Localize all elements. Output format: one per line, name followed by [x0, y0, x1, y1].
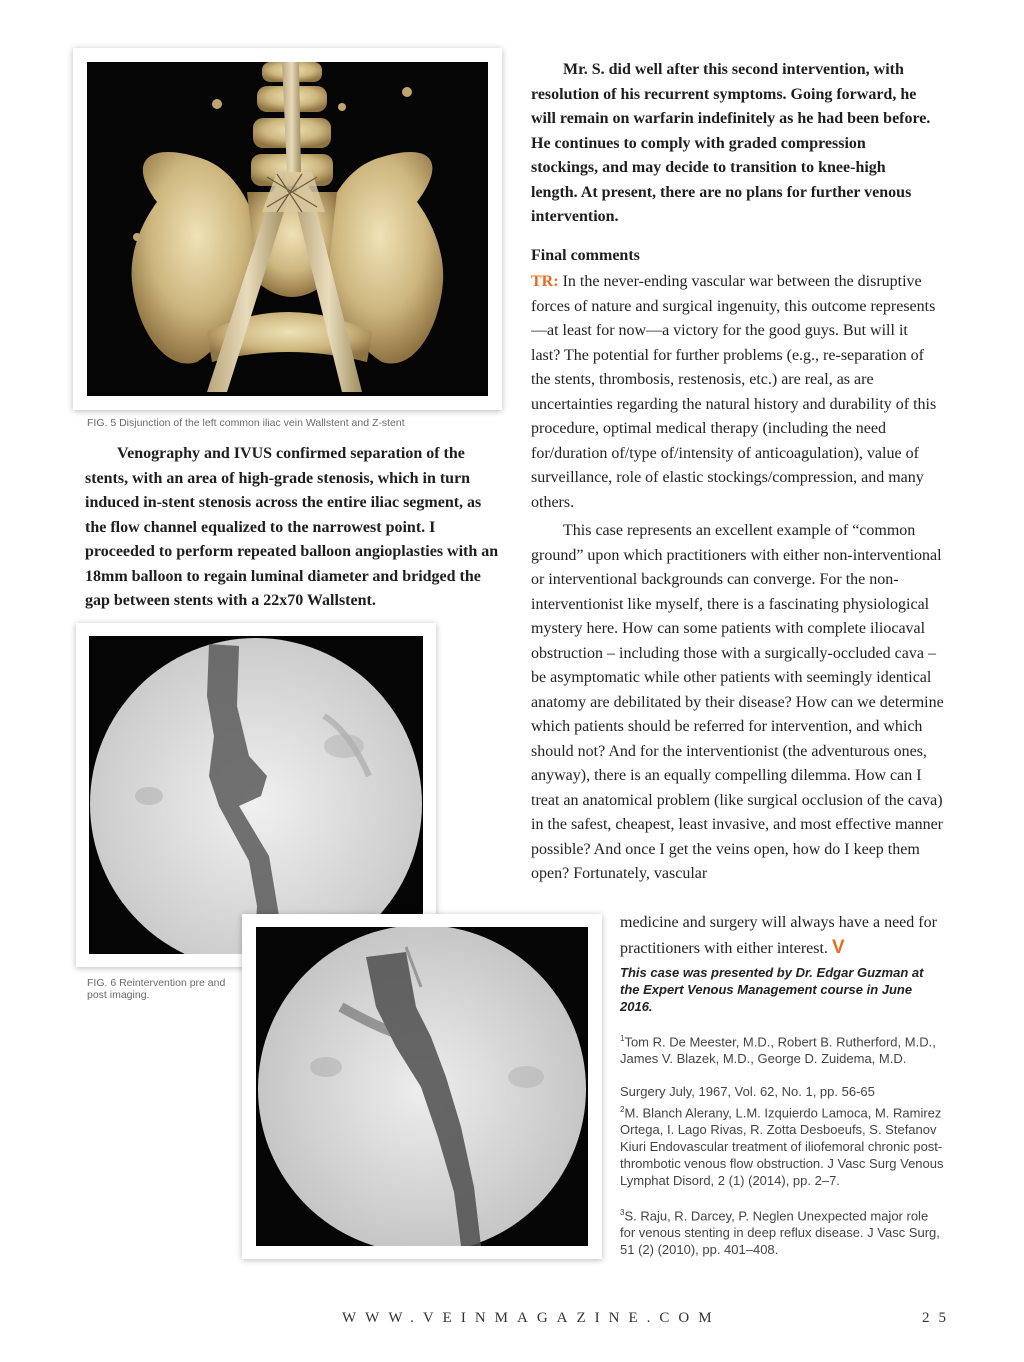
right-intro-paragraph: Mr. S. did well after this second intervention, with resolution of his recurrent symptoms. Going forward, he will remain on warfarin indefinitely as he had been before. He continues to comply with graded compression stockings, and may decide to transition to knee-high length. At present, there are no plans for further venous intervention.: [531, 61, 931, 225]
fig6-post-image: [256, 927, 588, 1246]
final-comments-paragraph: [531, 270, 941, 515]
final-comments-heading: Final comments: [531, 247, 640, 264]
left-paragraph: Venography and IVUS confirmed separation of the stents, with an area of high-grade stenosis, which in turn induced in-stent stenosis across the entire iliac segment, as the flow channel equalized to the narrowest point. I proceeded to perform repeated balloon angioplasties with an 18mm balloon to regain luminal diameter and bridged the gap between stents with a 22x70 Wallstent.: [85, 445, 499, 609]
footer-website: WWW.VEINMAGAZINE.COM: [342, 1310, 721, 1326]
fig6-pre-image: [89, 636, 423, 954]
case-paragraph: This case represents an excellent example of “common ground” upon which practitioners with either non-interventional or interventional backgrounds can converge. For the non-interventionist like myself, there is a fascinating physiological mystery here. How can some patients with complete iliocaval obstruction – including those with a surgically-occluded cava – be asymptomatic while other patients with seemingly identical anatomy are debilitated by their disease? How can we determine which patients should be referred for intervention, and which should not? And for the interventionist (the adventurous ones, anyway), there is an equally compelling dilemma. How can I treat an anatomical problem (like surgical occlusion of the cava) in the safest, cheapest, least invasive, and most effective manner possible? And once I get the veins open, how do I keep them open? Fortunately, vascular: [531, 522, 944, 882]
reference-number: 3: [620, 1208, 625, 1217]
reference-number: 1: [620, 1034, 625, 1043]
reference-1: $^1$Tom R. De Meester, M.D., Robert B. Rutherford, M.D., James V. Blazek, M.D., George D. Zuidema, M.D.: [620, 1034, 936, 1067]
case-end-text: medicine and surgery will always have a need for practitioners with either interest.: [620, 914, 937, 957]
fig6-post-frame: [242, 914, 602, 1259]
vein-magazine-end-mark: V: [831, 936, 845, 958]
reference-number: 2: [620, 1105, 625, 1114]
final-comments-text: In the never-ending vascular war between the disruptive forces of nature and surgical ingenuity, this outcome represents—at least for now—a victory for the good guys. But will it last? The potential for further problems (e.g., re-separation of the stents, thrombosis, restenosis, etc.) are real, as are uncertainties regarding the natural history and durability of this procedure, optimal medical therapy (including the need for/duration of/type of/intensity of anticoagulation), value of surveillance, role of elastic stockings/compression, and many others.: [531, 273, 937, 511]
fig5-image: [87, 62, 488, 396]
footer-page-number: 25: [922, 1310, 955, 1326]
reference-2: $^2$M. Blanch Alerany, L.M. Izquierdo Lamoca, M. Ramirez Ortega, I. Lago Rivas, R. Zotta Desboeufs, S. Stefanov Kiuri Endovascular treatment of iliofemoral chronic post-thrombotic venous flow obstruction. J Vasc Surg Venous Lymphat Disord, 2 (1) (2014), pp. 2–7.: [620, 1105, 944, 1189]
fig6-caption: FIG. 6 Reintervention pre and post imaging.: [87, 977, 226, 1001]
presentation-credit: This case was presented by Dr. Edgar Guzman at the Expert Venous Management course in June 2016.: [620, 965, 924, 1014]
reference-1-source: Surgery July, 1967, Vol. 62, No. 1, pp. 56-65: [620, 1084, 875, 1099]
fig5-frame: [73, 48, 502, 410]
fig5-caption: FIG. 5 Disjunction of the left common iliac vein Wallstent and Z-stent: [87, 417, 405, 429]
tr-initials: TR:: [531, 273, 559, 290]
case-paragraph-end: [620, 911, 945, 961]
reference-3: $^3$S. Raju, R. Darcey, P. Neglen Unexpected major role for venous stenting in deep reflux disease. J Vasc Surg, 51 (2) (2010), pp. 401–408.: [620, 1208, 940, 1258]
